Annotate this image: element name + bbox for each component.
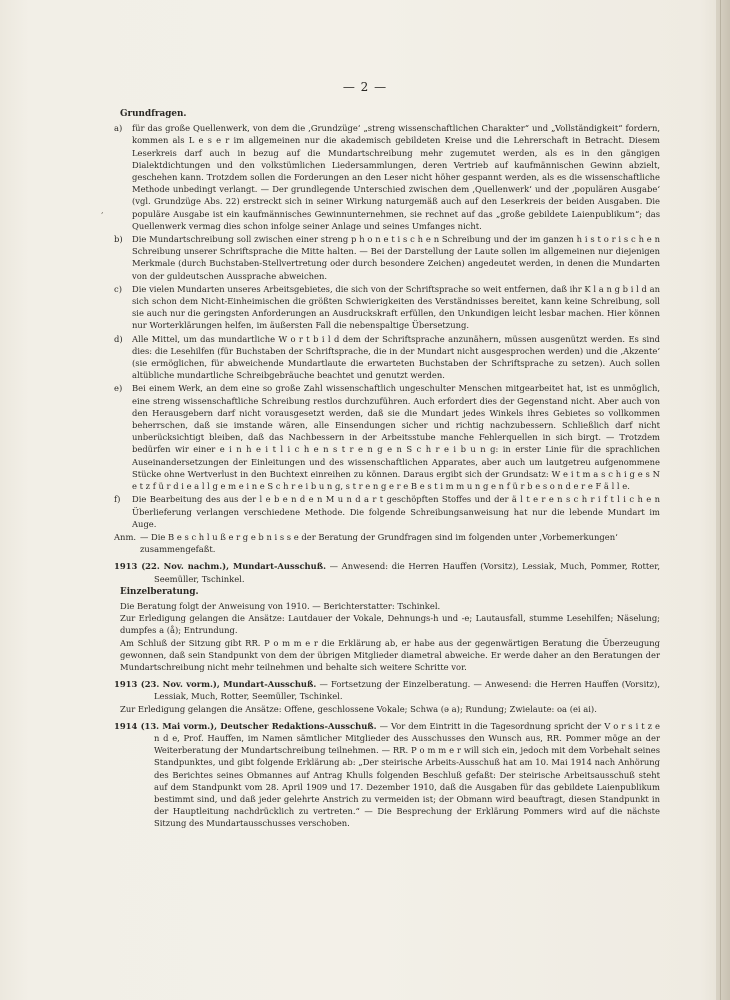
item-text: Alle Mittel, um das mundartliche W o r t b i l d dem der Schriftsprache anzunähern, müssen ausgenützt werden. Es sind dies: die Lesehilfen (für Buchstaben der Schriftsprache, die in der Mundart nicht ausgesprochen werden) und die ‚Akzente‘ (sie ermöglichen, für abweichende Mundartlaute die erwarteten Buchstaben der Schriftsprache zu setzen). Auch sollen altübliche mundartliche Schreibgebräuche beachtet und genutzt werden.: [132, 333, 660, 381]
item-label: f): [114, 494, 121, 505]
subheading: Einzelberatung.: [120, 586, 199, 597]
minutes-entry: [114, 678, 660, 702]
item-label: e): [114, 383, 123, 394]
item-text: Bei einem Werk, an dem eine so große Zahl wissenschaftlich ungeschulter Menschen mitgearbeitet hat, ist es unmöglich, eine streng wissenschaftliche Schreibung restlos durchzuführen. Auch erfordert dies der Gegenstand nicht. Aber auch von den Herausgebern darf nicht vorausgesetzt werden, daß sie die Mundart jedes Winkels ihres Gebietes so vollkommen beherrschen, daß sie imstande wären, alle Einsendungen sicher und richtig nachzubessern. Schließlich darf nicht unberücksichtigt bleiben, daß das Nachbessern in der Arbeitsstube manche Fehlerquellen in sich birgt. — Trotzdem bedürfen wir einer e i n h e i t l i c h e n s t r e n g e n S c h r e i b u n g: in erster Linie für die sprachlichen Auseinandersetzungen der Einleitungen und des wissenschaftlichen Apparates, aber auch um lautgetreu aufgenommene Stücke ohne Wertverlust in den Buchtext einreihen zu können. Daraus ergibt sich der Grundsatz: W e i t m a s c h i g e s N e t z f ü r d i e a l l g e m e i n e S c h r e i b u n g, s t r e n g e r e B e s t i m m u n g e n f ü r b e s o n d e r e F ä l l e.: [132, 383, 660, 492]
entry-date: 1913 (22. Nov. nachm.), Mundart-Ausschuß.: [114, 561, 327, 572]
list-item: [114, 382, 660, 492]
margin-mark: ,: [101, 206, 104, 215]
list-item: [114, 493, 660, 530]
entry-line: Zur Erledigung gelangen die Ansätze: Offene, geschlossene Vokale; Schwa (ə a); Rundung; Zwielaute: oa (ei ai).: [120, 703, 597, 714]
list-item: [114, 333, 660, 382]
item-text: Die vielen Mundarten unseres Arbeitsgebietes, die sich von der Schriftsprache so weit entfernen, daß ihr K l a n g b i l d an sich schon dem Nicht-Einheimischen die größten Schwierigkeiten des Verständnisses bereitet, kann keine Schreibung, soll sie auch nur die geringsten Anforderungen an Ausdruckskraft erfüllen, den Unkundigen leicht lesbar machen. Hier können nur Worterklärungen helfen, im äußersten Fall die nebenspaltige Übersetzung.: [132, 283, 660, 331]
annotation-label: Anm.: [114, 531, 137, 542]
annotation-text: — Die B e s c h l u ß e r g e b n i s s e der Beratung der Grundfragen sind im folgenden unter ‚Vorbemerkungen‘ zusammengefaßt.: [140, 531, 618, 555]
page-number: — 2 —: [342, 80, 388, 94]
item-label: a): [114, 123, 123, 134]
item-text: für das große Quellenwerk, von dem die ‚Grundzüge‘ „streng wissenschaftlichen Charakter“ und „Vollständigkeit“ fordern, kommen als L e s e r im allgemeinen nur die akademisch gebildeten Kreise und die Lehrerschaft in Betracht. Diesem Leserkreis darf auch in bezug auf die Mundartschreibung mehr zugemutet werden, als es in den gängigen Dialektdichtungen und den volkstümlichen Liedersammlungen, deren Vertrieb auf kaufmännischen Gewinn abzielt, geschehen kann. Trotzdem sollen die Forderungen an den Leser nicht höher gespannt werden, als es die wissenschaftliche Methode unbedingt verlangt. — Der grundlegende Unterschied zwischen dem ‚Quellenwerk‘ und der ‚populären Ausgabe‘ (vgl. Grundzüge Abs. 22) erstreckt sich in seiner Wirkung naturgemäß auch auf den Leserkreis der beiden Ausgaben. Die populäre Ausgabe ist ein kaufmännisches Gewinnunternehmen, sie rechnet auf das „große gebildete Laienpublikum“; das Quellenwerk vermag dies schon infolge seiner Anlage und seines Umfanges nicht.: [132, 123, 660, 231]
entry-text: — Anwesend: die Herren Hauffen (Vorsitz), Lessiak, Much, Pommer, Rotter, Seemüller, Tschinkel.: [154, 561, 660, 584]
list-item: [114, 283, 660, 332]
entry-line: Zur Erledigung gelangen die Ansätze: Lautdauer der Vokale, Dehnungs-h und -e; Lautausfall, stumme Lesehilfen; Näselung; dumpfes a (å); Entrundung.: [120, 613, 660, 636]
item-label: d): [114, 333, 123, 344]
annotation: [114, 531, 660, 555]
entry-date: 1913 (23. Nov. vorm.), Mundart-Ausschuß.: [114, 679, 317, 690]
item-text: Die Mundartschreibung soll zwischen einer streng p h o n e t i s c h e n Schreibung und der im ganzen h i s t o r i s c h e n Schreibung unserer Schriftsprache die Mitte halten. — Bei der Darstellung der Laute sollen im allgemeinen nur diejenigen Merkmale (durch Buchstaben-Stellvertretung oder durch besondere Zeichen) angedeutet werden, in denen die Mundarten von der guldeutschen Aussprache abweichen.: [132, 234, 660, 281]
entry-line: Die Beratung folgt der Anweisung von 1910. — Berichterstatter: Tschinkel.: [120, 600, 441, 611]
entry-text: — Fortsetzung der Einzelberatung. — Anwesend: die Herren Hauffen (Vorsitz), Lessiak, Much, Rotter, Seemüller, Tschinkel.: [154, 679, 660, 702]
entry-line: Am Schluß der Sitzung gibt RR. P o m m e r die Erklärung ab, er habe aus der gegenwärtigen Beratung die Überzeugung gewonnen, daß sein Standpunkt von dem der übrigen Mitglieder diametral abweiche. Er werde daher an den Beratungen der Mundartschreibung nicht mehr teilnehmen und behalte sich weitere Schritte vor.: [120, 637, 660, 672]
page-edge: [716, 0, 730, 1000]
minutes-entry: [114, 720, 660, 830]
section-heading: Grundfragen.: [120, 109, 187, 119]
entry-text: — Vor dem Eintritt in die Tagesordnung spricht der V o r s i t z e n d e, Prof. Hauffen, im Namen sämtlicher Mitglieder des Ausschusses den Wunsch aus, RR. Pommer möge an der Weiterberatung der Mundartschreibung teilnehmen. — RR. P o m m e r will sich ein, jedoch mit dem Vorbehalt seines Standpunktes, und gibt folgende Erklärung ab: „Der steirische Arbeits-Ausschuß hat am 10. Mai 1914 nach Anhörung des Berichtes seines Obmannes auf Antrag Khulls folgenden Beschluß gefaßt: Der steirische Arbeitsausschuß steht auf dem Standpunkt vom 28. April 1909 und 17. Dezember 1910, daß die Ausgaben für das gebildete Laienpublikum bestimmt sind, und daß jeder gelehrte Anstrich zu vermeiden ist; der Obmann wird beauftragt, diesen Standpunkt in der Hauptleitung nachdrücklich zu vertreten.“ — Die Besprechung der Erklärung Pommers wird auf die nächste Sitzung des Mundartausschusses verschoben.: [154, 720, 660, 829]
item-label: c): [114, 283, 122, 294]
list-item: [114, 233, 660, 282]
document-body: [114, 108, 660, 830]
minutes-entry: [114, 560, 660, 584]
item-label: b): [114, 234, 123, 245]
entry-date: 1914 (13. Mai vorm.), Deutscher Redaktions-Ausschuß.: [114, 720, 377, 731]
item-text: Die Bearbeitung des aus der l e b e n d e n M u n d a r t geschöpften Stoffes und der ä l t e r e n s c h r i f t l i c h e n Überlieferung verlangen verschiedene Methode. Die folgende Schreibungsanweisung hat nur die lebende Mundart im Auge.: [132, 494, 660, 529]
list-item: [114, 122, 660, 232]
